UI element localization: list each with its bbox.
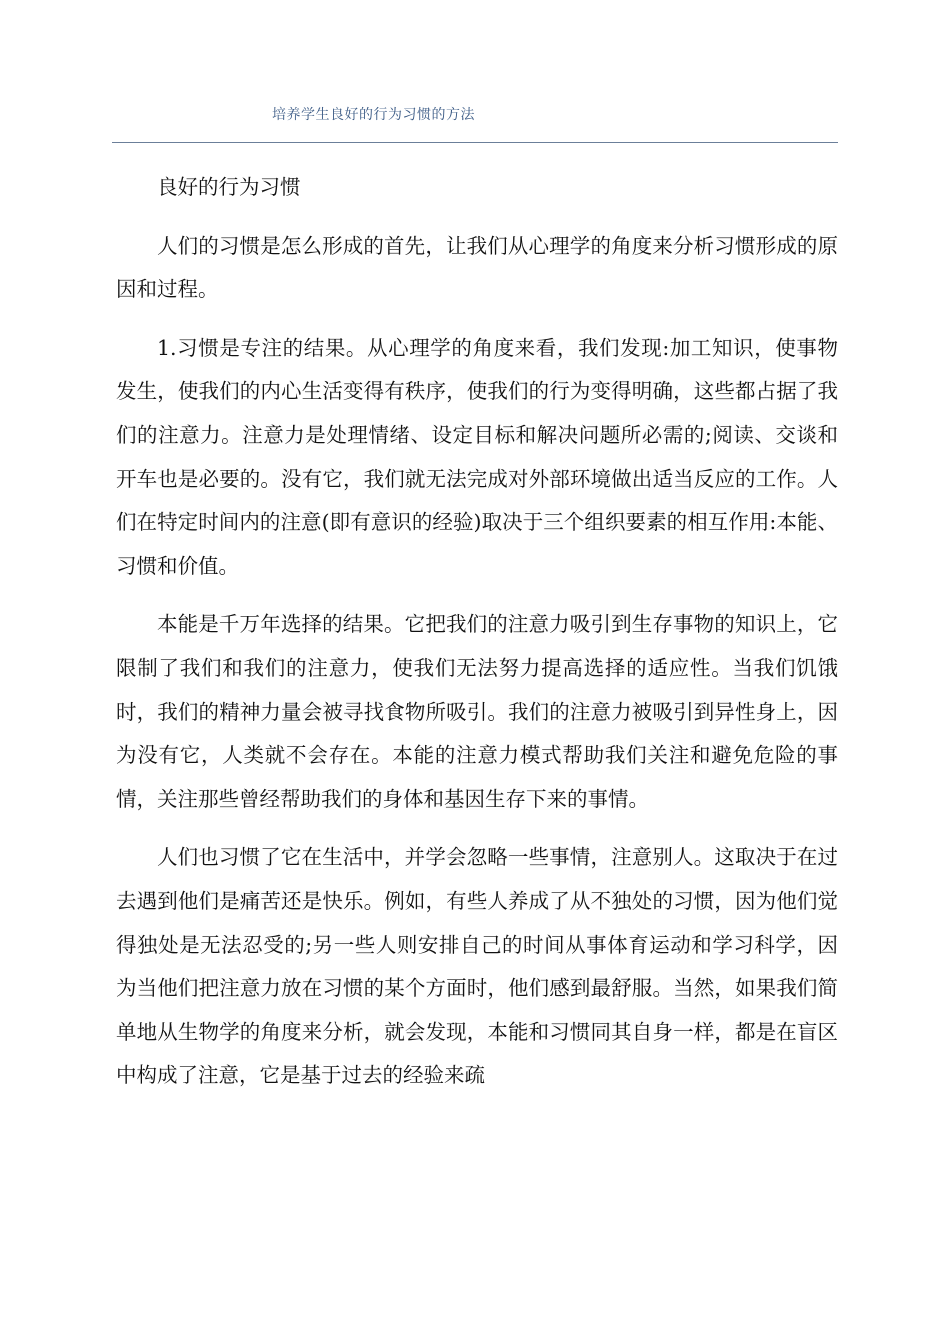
section-heading: 良好的行为习惯 — [157, 175, 301, 199]
paragraph-2: 1.习惯是专注的结果。从心理学的角度来看，我们发现:加工知识，使事物发生，使我们的内心生活变得有秩序，使我们的行为变得明确，这些都占据了我们的注意力。注意力是处理情绪、设定目标和解决问题所必需的;阅读、交谈和开车也是必要的。没有它，我们就无法完成对外部环境做出适当反应的工作。人们在特定时间内的注意(即有意识的经验)取决于三个组织要素的相互作用:本能、习惯和价值。 — [116, 335, 838, 578]
running-header: 培养学生良好的行为习惯的方法 — [272, 107, 475, 123]
paragraph-3: 本能是千万年选择的结果。它把我们的注意力吸引到生存事物的知识上，它限制了我们和我们的注意力，使我们无法努力提高选择的适应性。当我们饥饿时，我们的精神力量会被寻找食物所吸引。我们的注意力被吸引到异性身上，因为没有它，人类就不会存在。本能的注意力模式帮助我们关注和避免危险的事情，关注那些曾经帮助我们的身体和基因生存下来的事情。 — [116, 612, 838, 811]
header-divider — [112, 142, 838, 143]
paragraph-1: 人们的习惯是怎么形成的首先，让我们从心理学的角度来分析习惯形成的原因和过程。 — [116, 233, 838, 302]
document-body — [116, 166, 838, 1098]
paragraph-4: 人们也习惯了它在生活中，并学会忽略一些事情，注意别人。这取决于在过去遇到他们是痛苦还是快乐。例如，有些人养成了从不独处的习惯，因为他们觉得独处是无法忍受的;另一些人则安排自己的时间从事体育运动和学习科学，因为当他们把注意力放在习惯的某个方面时，他们感到最舒服。当然，如果我们简单地从生物学的角度来分析，就会发现，本能和习惯同其自身一样，都是在盲区中构成了注意，它是基于过去的经验来疏 — [116, 845, 838, 1088]
